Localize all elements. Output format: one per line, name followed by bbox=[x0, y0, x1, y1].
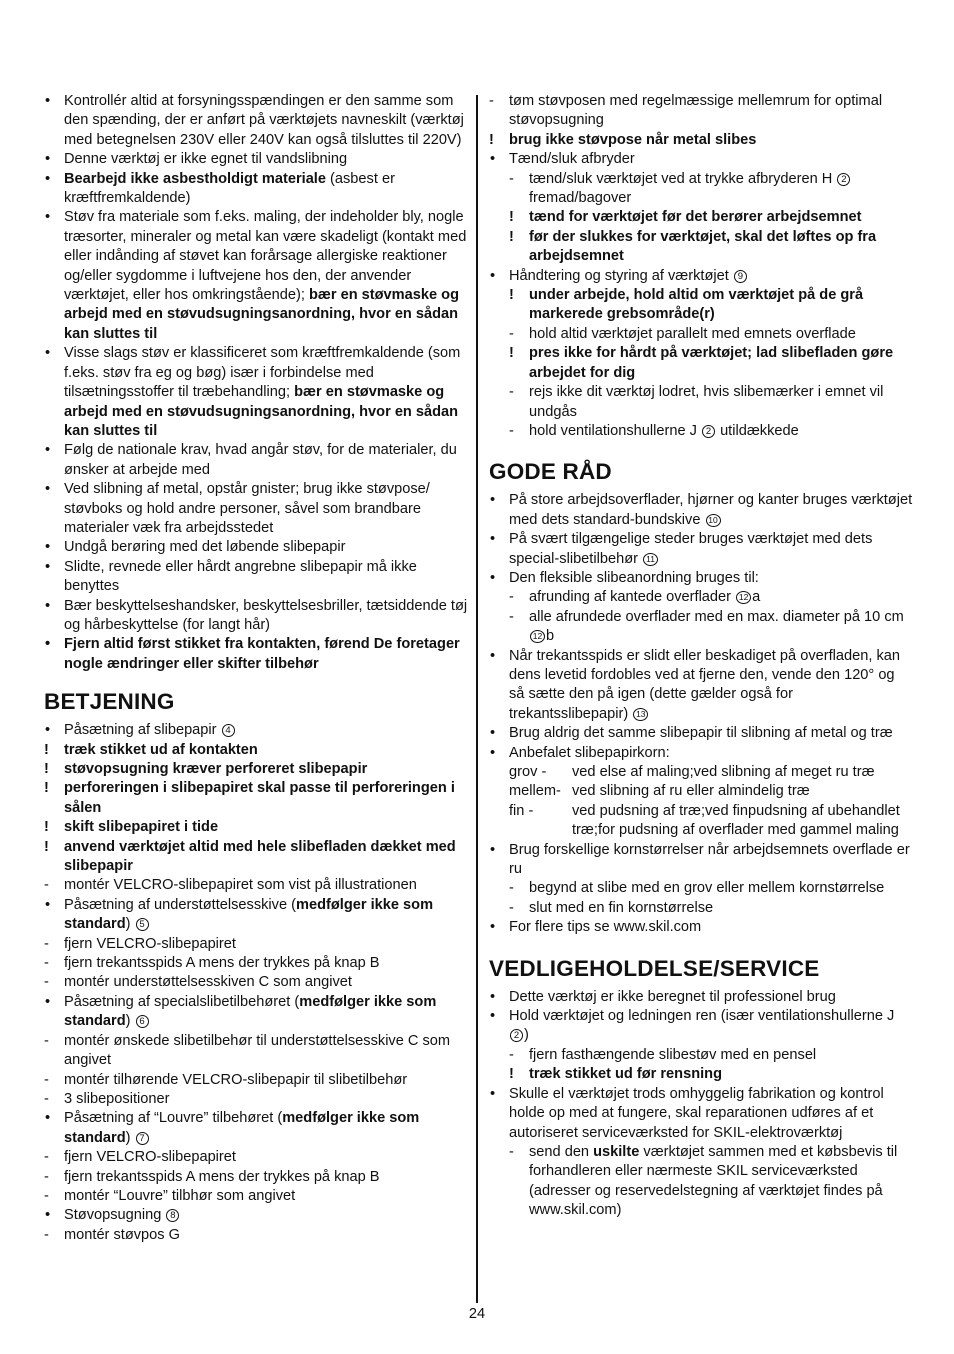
warning-item: ! støvopsugning kræver perforeret slibepapir bbox=[44, 760, 468, 779]
dash-icon bbox=[44, 1226, 49, 1245]
bullet-icon bbox=[490, 267, 495, 286]
dash-icon bbox=[44, 1032, 49, 1051]
section-heading-gode-raad: GODE RÅD bbox=[489, 459, 612, 485]
step-item: - montér understøttelsesskiven C som angivet bbox=[44, 973, 468, 992]
warning-item: ! under arbejde, hold altid om værktøjet på de grå markerede grebsområde(r) bbox=[489, 286, 913, 325]
warning-icon bbox=[509, 208, 514, 227]
figure-ref-badge: 6 bbox=[136, 1015, 149, 1028]
dash-icon bbox=[44, 1148, 49, 1167]
list-item: • Dette værktøj er ikke beregnet til professionel brug bbox=[489, 988, 913, 1007]
dash-icon bbox=[509, 170, 514, 189]
list-item: • Bær beskyttelseshandsker, beskyttelsesbriller, tætsiddende tøj og hårbeskyttelse (for langt hår) bbox=[44, 597, 468, 636]
figure-ref-badge: 12 bbox=[530, 630, 545, 643]
bullet-icon bbox=[45, 441, 50, 460]
step-item: - fjern fasthængende slibestøv med en pensel bbox=[489, 1046, 913, 1065]
dash-icon bbox=[44, 1168, 49, 1187]
warning-item: ! tænd for værktøjet før det berører arbejdsemnet bbox=[489, 208, 913, 227]
figure-ref-badge: 12 bbox=[736, 591, 751, 604]
bullet-icon bbox=[490, 988, 495, 1007]
step-item: - montér støvpos G bbox=[44, 1226, 468, 1245]
dash-icon bbox=[509, 325, 514, 344]
warning-icon bbox=[44, 760, 49, 779]
list-item: • Brug forskellige kornstørrelser når arbejdsemnets overflade er ru bbox=[489, 841, 913, 880]
dash-icon bbox=[489, 92, 494, 111]
dash-icon bbox=[509, 383, 514, 402]
step-item: - fjern trekantsspids A mens der trykkes på knap B bbox=[44, 954, 468, 973]
figure-ref-badge: 5 bbox=[136, 918, 149, 931]
bullet-icon bbox=[45, 1109, 50, 1128]
bullet-icon bbox=[45, 480, 50, 499]
dash-icon bbox=[44, 935, 49, 954]
dash-icon bbox=[509, 1143, 514, 1162]
list-item: • Påsætning af understøttelsesskive (medfølger ikke som standard) 5 bbox=[44, 896, 468, 935]
warning-item: ! træk stikket ud før rensning bbox=[489, 1065, 913, 1084]
list-item: • Den fleksible slibeanordning bruges til: bbox=[489, 569, 913, 588]
bullet-icon bbox=[45, 170, 50, 189]
dash-icon bbox=[509, 588, 514, 607]
list-item: • Påsætning af slibepapir 4 bbox=[44, 721, 468, 740]
warning-item: ! før der slukkes for værktøjet, skal det løftes op fra arbejdsemnet bbox=[489, 228, 913, 267]
bullet-icon bbox=[490, 841, 495, 860]
figure-ref-badge: 8 bbox=[166, 1209, 179, 1222]
dash-icon bbox=[509, 879, 514, 898]
warning-item: ! anvend værktøjet altid med hele slibefladen dækket med slibepapir bbox=[44, 838, 468, 877]
step-item: - tøm støvposen med regelmæssige mellemrum for optimal støvopsugning bbox=[489, 92, 913, 131]
warning-item: ! skift slibepapiret i tide bbox=[44, 818, 468, 837]
step-item: - fjern VELCRO-slibepapiret bbox=[44, 935, 468, 954]
warning-item: ! perforeringen i slibepapiret skal passe til perforeringen i sålen bbox=[44, 779, 468, 818]
step-item: - alle afrundede overflader med en max. diameter på 10 cm 12 b bbox=[489, 608, 913, 647]
column-divider bbox=[476, 95, 478, 1303]
warning-icon bbox=[44, 741, 49, 760]
left-column bbox=[44, 92, 468, 1245]
bullet-icon bbox=[490, 918, 495, 937]
list-item: • Anbefalet slibepapirkorn: bbox=[489, 744, 913, 763]
bullet-icon bbox=[490, 569, 495, 588]
list-item: • Påsætning af specialslibetilbehøret (medfølger ikke som standard) 6 bbox=[44, 993, 468, 1032]
dash-icon bbox=[509, 422, 514, 441]
bullet-icon bbox=[490, 744, 495, 763]
figure-ref-badge: 7 bbox=[136, 1132, 149, 1145]
dash-icon bbox=[44, 1187, 49, 1206]
warning-item: ! brug ikke støvpose når metal slibes bbox=[489, 131, 913, 150]
section-heading-betjening: BETJENING bbox=[44, 689, 175, 715]
bullet-icon bbox=[45, 208, 50, 227]
list-item: • Bearbejd ikke asbestholdigt materiale (asbest er kræftfremkaldende) bbox=[44, 170, 468, 209]
figure-ref-badge: 9 bbox=[734, 270, 747, 283]
bullet-icon bbox=[45, 538, 50, 557]
figure-ref-badge: 2 bbox=[510, 1029, 523, 1042]
bullet-icon bbox=[45, 635, 50, 654]
figure-ref-badge: 11 bbox=[643, 553, 658, 566]
step-item: - hold altid værktøjet parallelt med emnets overflade bbox=[489, 325, 913, 344]
bullet-icon bbox=[45, 896, 50, 915]
bullet-icon bbox=[45, 558, 50, 577]
step-item: - montér VELCRO-slibepapiret som vist på illustrationen bbox=[44, 876, 468, 895]
dash-icon bbox=[509, 899, 514, 918]
grit-row: fin - ved pudsning af træ;ved finpudsning af ubehandlet træ;for pudsning af overflader med gammel maling bbox=[509, 802, 900, 839]
list-item: • Håndtering og styring af værktøjet 9 bbox=[489, 267, 913, 286]
figure-ref-badge: 4 bbox=[222, 724, 235, 737]
step-item: - tænd/sluk værktøjet ved at trykke afbryderen H 2 fremad/bagover bbox=[489, 170, 913, 209]
bullet-icon bbox=[490, 530, 495, 549]
figure-ref-badge: 10 bbox=[706, 514, 721, 527]
bullet-icon bbox=[45, 1206, 50, 1225]
warning-item: ! pres ikke for hårdt på værktøjet; lad slibefladen gøre arbejdet for dig bbox=[489, 344, 913, 383]
step-item: - fjern trekantsspids A mens der trykkes på knap B bbox=[44, 1168, 468, 1187]
warning-icon bbox=[509, 1065, 514, 1084]
figure-ref-badge: 2 bbox=[702, 425, 715, 438]
dash-icon bbox=[44, 1090, 49, 1109]
bullet-icon bbox=[490, 150, 495, 169]
step-item: - 3 slibepositioner bbox=[44, 1090, 468, 1109]
list-item: • Kontrollér altid at forsyningsspændingen er den samme som den spænding, der er anført på værktøjets navneskilt (værktøj med betegnelsen 230V eller 240V kan også tilsluttes til 220V) bbox=[44, 92, 468, 150]
list-item: • Påsætning af “Louvre” tilbehøret (medfølger ikke som standard) 7 bbox=[44, 1109, 468, 1148]
warning-icon bbox=[509, 286, 514, 305]
figure-ref-badge: 13 bbox=[633, 708, 648, 721]
right-column bbox=[489, 92, 913, 1221]
dash-icon bbox=[44, 876, 49, 895]
warning-icon bbox=[509, 344, 514, 363]
list-item: • Når trekantsspids er slidt eller beskadiget på overfladen, kan dens levetid fordobles ved at fjerne den, vende den 120° og så sætte den på igen (dette gælder også for trekantsslibepapir) 13 bbox=[489, 647, 913, 725]
grit-row: grov - ved else af maling;ved slibning af meget ru træ bbox=[509, 764, 875, 780]
step-item: - send den uskilte værktøjet sammen med et købsbevis til forhandleren eller nærmeste SKIL serviceværksted (adresser og reservedelstegning af værktøjet findes på www.skil.com) bbox=[489, 1143, 913, 1221]
step-item: - rejs ikke dit værktøj lodret, hvis slibemærker i emnet vil undgås bbox=[489, 383, 913, 422]
bullet-icon bbox=[45, 344, 50, 363]
list-item: • Denne værktøj er ikke egnet til vandslibning bbox=[44, 150, 468, 169]
dash-icon bbox=[509, 1046, 514, 1065]
list-item: • Tænd/sluk afbryder bbox=[489, 150, 913, 169]
dash-icon bbox=[44, 973, 49, 992]
list-item: • På store arbejdsoverflader, hjørner og kanter bruges værktøjet med dets standard-bundskive 10 bbox=[489, 491, 913, 530]
figure-ref-badge: 2 bbox=[837, 173, 850, 186]
warning-icon bbox=[509, 228, 514, 247]
list-item: • På svært tilgængelige steder bruges værktøjet med dets special-slibetilbehør 11 bbox=[489, 530, 913, 569]
step-item: - hold ventilationshullerne J 2 utildækkede bbox=[489, 422, 913, 441]
bullet-icon bbox=[45, 597, 50, 616]
bullet-icon bbox=[490, 1085, 495, 1104]
bullet-icon bbox=[45, 92, 50, 111]
dash-icon bbox=[44, 1071, 49, 1090]
list-item: • Skulle el værktøjet trods omhyggelig fabrikation og kontrol holde op med at fungere, skal reparationen udføres af et autoriseret serviceværksted for SKIL-elektroværktøj bbox=[489, 1085, 913, 1143]
warning-icon bbox=[44, 838, 49, 857]
step-item: - fjern VELCRO-slibepapiret bbox=[44, 1148, 468, 1167]
warning-item: ! træk stikket ud af kontakten bbox=[44, 741, 468, 760]
bullet-icon bbox=[490, 724, 495, 743]
list-item: • Visse slags støv er klassificeret som kræftfremkaldende (som f.eks. støv fra eg og bøg) især i forbindelse med tilsætningsstoffer til træbehandling; bær en støvmaske og arbejd med en støvudsugningsanordning, hvor en sådan kan sluttes til bbox=[44, 344, 468, 441]
bullet-icon bbox=[490, 647, 495, 666]
step-item: - montér ønskede slibetilbehør til understøttelsesskive C som angivet bbox=[44, 1032, 468, 1071]
page-number: 24 bbox=[468, 1306, 486, 1322]
bullet-icon bbox=[490, 1007, 495, 1026]
list-item: • Undgå berøring med det løbende slibepapir bbox=[44, 538, 468, 557]
dash-icon bbox=[44, 954, 49, 973]
warning-icon bbox=[44, 818, 49, 837]
list-item: • Ved slibning af metal, opstår gnister; brug ikke støvpose/ støvboks og hold andre personer, såvel som brandbare materialer væk fra arbejdsstedet bbox=[44, 480, 468, 538]
bullet-icon bbox=[45, 993, 50, 1012]
list-item: • Brug aldrig det samme slibepapir til slibning af metal og træ bbox=[489, 724, 913, 743]
list-item: • Fjern altid først stikket fra kontakten, førend De foretager nogle ændringer eller skifter tilbehør bbox=[44, 635, 468, 674]
bullet-icon bbox=[45, 721, 50, 740]
list-item: • Støv fra materiale som f.eks. maling, der indeholder bly, nogle træsorter, mineraler og metal kan være skadeligt (kontakt med eller indånding af støvet kan forårsage allergiske reaktioner og/eller sygdomme i luftvejene hos den, der anvender værktøjet, eller hos omkringstående); bær en støvmaske og arbejd med en støvudsugningsanordning, hvor en sådan kan sluttes til bbox=[44, 208, 468, 344]
list-item: • Hold værktøjet og ledningen ren (især ventilationshullerne J 2 ) bbox=[489, 1007, 913, 1046]
warning-icon bbox=[44, 779, 49, 798]
warning-icon bbox=[489, 131, 494, 150]
bullet-icon bbox=[45, 150, 50, 169]
bullet-icon bbox=[490, 491, 495, 510]
step-item: - afrunding af kantede overflader 12 a bbox=[489, 588, 913, 607]
section-heading-vedligeholdelse: VEDLIGEHOLDELSE/SERVICE bbox=[489, 955, 820, 981]
step-item: - slut med en fin kornstørrelse bbox=[489, 899, 913, 918]
list-item: • Støvopsugning 8 bbox=[44, 1206, 468, 1225]
dash-icon bbox=[509, 608, 514, 627]
step-item: - montér tilhørende VELCRO-slibepapir til slibetilbehør bbox=[44, 1071, 468, 1090]
step-item: - begynd at slibe med en grov eller mellem kornstørrelse bbox=[489, 879, 913, 898]
grit-row: mellem- ved slibning af ru eller almindelig træ bbox=[509, 783, 810, 800]
step-item: - montér “Louvre” tilbhør som angivet bbox=[44, 1187, 468, 1206]
list-item: • For flere tips se www.skil.com bbox=[489, 918, 913, 937]
list-item: • Slidte, revnede eller hårdt angrebne slibepapir må ikke benyttes bbox=[44, 558, 468, 597]
list-item: • Følg de nationale krav, hvad angår støv, for de materialer, du ønsker at arbejde med bbox=[44, 441, 468, 480]
